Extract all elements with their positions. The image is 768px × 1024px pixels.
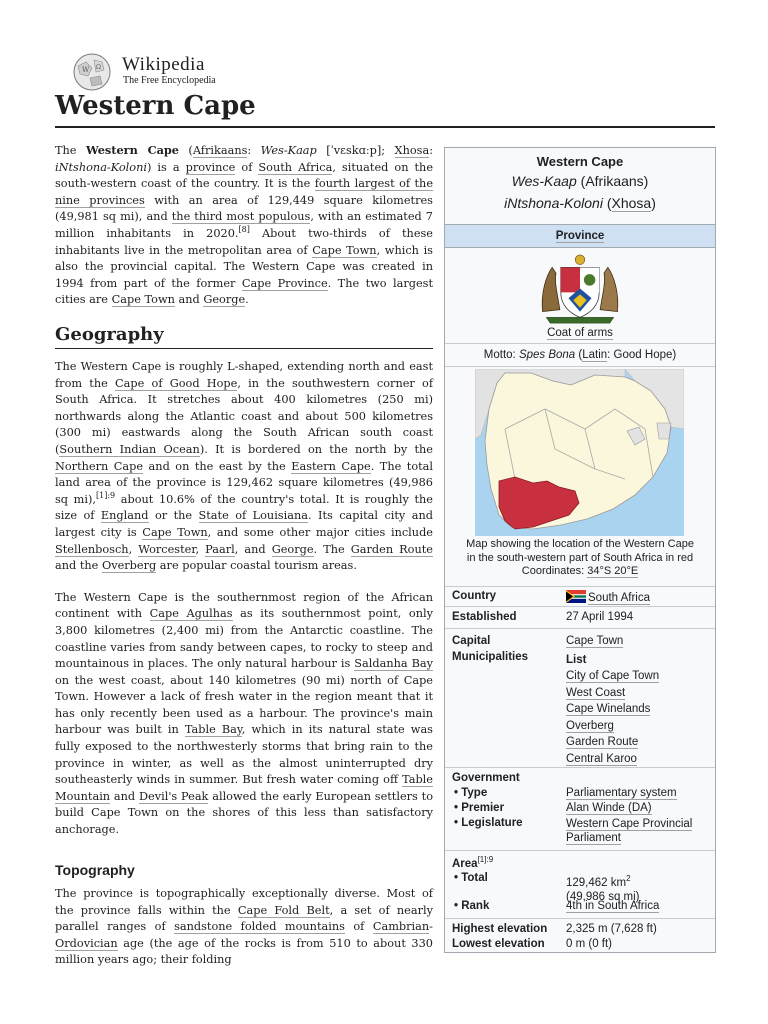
text: ( bbox=[602, 195, 612, 211]
text: of bbox=[344, 920, 373, 934]
row-capital bbox=[445, 629, 715, 768]
area-label: Area bbox=[452, 857, 478, 870]
link-george[interactable]: George bbox=[203, 293, 246, 307]
area-label-wrap bbox=[452, 855, 493, 870]
text: allowed the early European settlers to build Cape Town on the shores of this less than satisfactory anchorage. bbox=[55, 789, 433, 837]
text: ( bbox=[576, 173, 586, 189]
link-municipality-3[interactable]: Cape Winelands bbox=[566, 703, 651, 715]
lowest-elevation-label: Lowest elevation bbox=[452, 938, 545, 950]
coordinates bbox=[445, 565, 715, 579]
established-label: Established bbox=[452, 611, 517, 623]
row-country bbox=[445, 587, 715, 607]
coat-of-arms-caption-wrap bbox=[445, 327, 715, 339]
link-cambrian[interactable]: Cambrian bbox=[372, 920, 430, 934]
geography-paragraph-1 bbox=[55, 359, 433, 575]
premier-label: • Premier bbox=[454, 802, 505, 814]
text: about 10.6% of the country's total. It is roughly the size of bbox=[55, 492, 433, 523]
capital-label: Capital bbox=[452, 635, 491, 647]
map-caption-line-1: Map showing the location of the Western Cape bbox=[466, 538, 694, 550]
country-label: Country bbox=[452, 590, 497, 602]
motto-translation: : Good Hope) bbox=[607, 349, 677, 361]
svg-text:Ω: Ω bbox=[96, 64, 101, 71]
coordinates-label: Coordinates: bbox=[521, 565, 588, 577]
xhosa-name: iNtshona-Koloni bbox=[55, 160, 147, 174]
wikipedia-globe-icon bbox=[70, 52, 114, 92]
text: . The bbox=[313, 542, 351, 556]
link-premier[interactable]: Alan Winde (DA) bbox=[566, 802, 652, 814]
legislature-label: • Legislature bbox=[454, 817, 523, 829]
link-rank[interactable]: 4th in South Africa bbox=[566, 900, 660, 912]
link-afrikaans-ib[interactable]: Afrikaans bbox=[585, 173, 644, 189]
link-municipality-4[interactable]: Overberg bbox=[566, 719, 614, 732]
text: , a set of nearly parallel ranges of bbox=[55, 903, 433, 934]
coat-of-arms-block bbox=[445, 248, 715, 344]
link-south-africa-ib[interactable]: South Africa bbox=[588, 592, 651, 604]
link-overberg[interactable]: Overberg bbox=[101, 559, 157, 573]
link-latin[interactable]: Latin bbox=[582, 349, 608, 361]
page-title: Western Cape bbox=[55, 88, 715, 128]
list-toggle[interactable]: List bbox=[566, 653, 587, 666]
link-xhosa-ib[interactable]: Xhosa bbox=[611, 195, 652, 211]
motto-label: Motto: bbox=[483, 349, 519, 361]
link-south-africa[interactable]: South Africa bbox=[258, 160, 333, 174]
intro-paragraph bbox=[55, 142, 433, 309]
superscript: 2 bbox=[626, 874, 631, 883]
text: are popular coastal tourism areas. bbox=[156, 559, 357, 573]
text: . bbox=[245, 293, 249, 307]
link-sandstone-folded-mountains[interactable]: sandstone folded mountains bbox=[174, 920, 345, 934]
text: The province is topographically exceptionally diverse. Most of the province falls within the bbox=[55, 887, 433, 917]
link-legislature[interactable]: Western Cape Provincial Parliament bbox=[566, 818, 693, 844]
link-garden-route[interactable]: Garden Route bbox=[350, 542, 433, 556]
link-devils-peak[interactable]: Devil's Peak bbox=[138, 789, 209, 803]
text: and on the east by the bbox=[143, 459, 292, 473]
link-worcester[interactable]: Worcester bbox=[138, 542, 196, 556]
capital-value-block bbox=[566, 633, 710, 767]
text: The Western Cape is roughly L-shaped, extending north and east from the bbox=[55, 360, 433, 390]
text: : bbox=[247, 144, 261, 157]
link-cape-agulhas[interactable]: Cape Agulhas bbox=[149, 607, 233, 621]
text: About two-thirds of these inhabitants live in the metropolitan area of bbox=[55, 226, 433, 257]
established-value: 27 April 1994 bbox=[566, 611, 634, 623]
text: as its southernmost point, only 3,800 kilometres (2,400 mi) from the Antarctic coastline. The coastline varies from sandy between capes, to rocky to steep and mountainous in places. The only natural harbour is bbox=[55, 607, 433, 671]
wikipedia-tagline: The Free Encyclopedia bbox=[123, 75, 216, 86]
text: and bbox=[174, 293, 204, 307]
municipalities-label: Municipalities bbox=[452, 651, 529, 663]
infobox-band-province[interactable] bbox=[445, 224, 715, 248]
link-municipality-2[interactable]: West Coast bbox=[566, 686, 626, 699]
afrikaans-name: Wes-Kaap bbox=[260, 144, 317, 157]
citation-1[interactable]: [1]:9 bbox=[95, 490, 116, 500]
link-stellenbosch[interactable]: Stellenbosch bbox=[55, 542, 129, 556]
link-cape-fold-belt[interactable]: Cape Fold Belt bbox=[237, 903, 330, 917]
link-fourth-largest[interactable]: fourth largest of the nine provinces bbox=[55, 177, 433, 207]
text: or the bbox=[148, 509, 199, 523]
link-louisiana[interactable]: State of Louisiana bbox=[198, 509, 308, 523]
link-southern-indian-ocean[interactable]: Southern Indian Ocean bbox=[59, 442, 200, 456]
link-cape-town[interactable]: Cape Town bbox=[312, 243, 377, 257]
citation-8[interactable]: [8] bbox=[238, 225, 250, 235]
text: The Western Cape is the southernmost region of the African continent with bbox=[55, 590, 433, 621]
link-eastern-cape[interactable]: Eastern Cape bbox=[291, 459, 371, 473]
heading-geography: Geography bbox=[55, 324, 433, 349]
article-subject: Western Cape bbox=[85, 143, 179, 157]
link-municipality-5[interactable]: Garden Route bbox=[566, 736, 639, 748]
text: ( bbox=[575, 349, 583, 361]
text: , and bbox=[234, 542, 272, 556]
link-saldanha-bay[interactable]: Saldanha Bay bbox=[354, 657, 433, 671]
link-municipality-6[interactable]: Central Karoo bbox=[566, 752, 637, 765]
link-municipality-1[interactable]: City of Cape Town bbox=[566, 670, 660, 682]
svg-text:W: W bbox=[82, 66, 90, 74]
text: , with an estimated 7 million inhabitants in 2020. bbox=[55, 210, 433, 240]
link-third-most-populous[interactable]: the third most populous bbox=[171, 210, 311, 224]
link-george-geo[interactable]: George bbox=[271, 542, 314, 556]
map-caption-line-2: in the south-western part of South Africa in red bbox=[466, 551, 694, 564]
heading-topography: Topography bbox=[55, 862, 135, 878]
infobox-header bbox=[445, 148, 715, 224]
capital-label-block bbox=[452, 633, 528, 665]
link-cape-province[interactable]: Cape Province bbox=[241, 276, 328, 290]
south-africa-flag-icon bbox=[566, 590, 586, 603]
government-label: Government bbox=[452, 772, 520, 784]
text: on the west coast, about 140 kilometres (90 mi) north of Cape Town. However a lack of fresh water in the region meant that it has only recently been used as a harbour. The province's main harbour was built in bbox=[55, 673, 433, 737]
text: , bbox=[195, 542, 206, 556]
link-paarl[interactable]: Paarl bbox=[205, 542, 235, 556]
text: age (the age of the rocks is from 510 to about 330 million years ago; their folding bbox=[55, 936, 433, 967]
alt-name: Wes-Kaap bbox=[511, 173, 577, 189]
text: - bbox=[429, 920, 433, 934]
text: . Its capital city and largest city is bbox=[55, 509, 433, 539]
text: and bbox=[110, 789, 139, 803]
text: . The total land area of the province is 129,462 square kilometres (49,986 sq mi), bbox=[55, 459, 434, 506]
link-xhosa[interactable]: Xhosa bbox=[394, 144, 430, 157]
text: ) is a bbox=[146, 160, 186, 174]
text: ) bbox=[651, 195, 656, 211]
link-ordovician[interactable]: Ordovician bbox=[55, 936, 118, 950]
text: : bbox=[429, 144, 433, 157]
link-province[interactable]: province bbox=[185, 160, 236, 174]
row-area bbox=[445, 851, 715, 919]
band-label: Province bbox=[555, 230, 605, 242]
link-cape-town-ib[interactable]: Cape Town bbox=[566, 635, 624, 647]
text: ). It is bordered on the north by the bbox=[199, 442, 433, 456]
highest-elevation-value: 2,325 m (7,628 ft) bbox=[566, 923, 657, 935]
link-cape-town-geo[interactable]: Cape Town bbox=[142, 525, 208, 539]
link-table-bay[interactable]: Table Bay bbox=[184, 723, 242, 737]
link-afrikaans[interactable]: Afrikaans bbox=[192, 144, 248, 157]
link-coat-of-arms[interactable]: Coat of arms bbox=[547, 327, 613, 339]
geography-section bbox=[55, 359, 433, 839]
rank-label: • Rank bbox=[454, 900, 490, 912]
text: , which is also the provincial capital. The Western Cape was created in 1994 from part of the former bbox=[55, 243, 433, 290]
link-england[interactable]: England bbox=[100, 509, 149, 523]
alt-name: iNtshona-Koloni bbox=[504, 195, 603, 211]
motto-row bbox=[445, 344, 715, 367]
text: , which in its natural state was fully exposed to the northwesterly storms that bring rain to the province in winter, as well as the almost uninterrupted dry southeasterly winds in summer. But fresh water coming off bbox=[55, 723, 433, 787]
country-value bbox=[566, 590, 710, 604]
row-government bbox=[445, 768, 715, 851]
citation-area[interactable]: [1]:9 bbox=[477, 855, 494, 864]
link-coordinates[interactable]: 34°S 20°E bbox=[587, 565, 639, 577]
location-map[interactable] bbox=[475, 369, 684, 536]
infobox-alt-name-2 bbox=[445, 192, 715, 214]
text: ) bbox=[643, 173, 649, 189]
location-map-block bbox=[445, 367, 715, 587]
link-parliamentary-system[interactable]: Parliamentary system bbox=[566, 787, 677, 799]
wikipedia-logo[interactable] bbox=[70, 52, 230, 92]
text: , in the southwestern corner of South Africa. It stretches about 400 kilometres (250 mi) northwards along the Atlantic coast and about 500 kilometres (300 mi) eastwards along the South African south coast ( bbox=[55, 376, 433, 456]
infobox-title: Western Cape bbox=[536, 154, 624, 169]
highest-elevation-label: Highest elevation bbox=[452, 923, 548, 935]
type-label: • Type bbox=[454, 787, 488, 799]
total-label: • Total bbox=[454, 872, 488, 884]
text: The bbox=[55, 144, 86, 157]
link-cape-town-2[interactable]: Cape Town bbox=[111, 293, 175, 307]
text: of bbox=[235, 160, 259, 174]
geography-paragraph-2 bbox=[55, 590, 433, 839]
row-established bbox=[445, 607, 715, 629]
text: , situated on the south-western coast of the country. It is the bbox=[55, 160, 433, 191]
topography-section bbox=[55, 886, 433, 969]
link-northern-cape[interactable]: Northern Cape bbox=[55, 459, 144, 473]
coat-of-arms-icon[interactable] bbox=[535, 254, 625, 326]
text: ( bbox=[179, 144, 193, 157]
text: and the bbox=[55, 559, 102, 573]
text: with an area of 129,449 square kilometres (49,981 sq mi), and bbox=[55, 193, 433, 224]
wikipedia-wordmark: Wikipedia bbox=[122, 54, 205, 75]
intro-section bbox=[55, 142, 433, 309]
motto-value: Spes Bona bbox=[518, 349, 576, 361]
link-cape-of-good-hope[interactable]: Cape of Good Hope bbox=[115, 376, 238, 390]
text: . The two largest cities are bbox=[55, 276, 433, 307]
row-elevation bbox=[445, 919, 715, 959]
text: , bbox=[128, 542, 139, 556]
total-sqmi: (49,986 sq mi) bbox=[566, 890, 640, 903]
infobox bbox=[444, 147, 716, 953]
link-table-mountain[interactable]: Table Mountain bbox=[55, 773, 433, 803]
ipa-text: [ˈvɛskɑːp]; bbox=[316, 144, 395, 157]
map-caption bbox=[445, 538, 715, 579]
lowest-elevation-value: 0 m (0 ft) bbox=[566, 938, 613, 950]
total-km: 129,462 km bbox=[566, 876, 627, 889]
infobox-alt-name-1 bbox=[445, 170, 715, 192]
topography-paragraph bbox=[55, 886, 433, 969]
text: , and some other major cities include bbox=[207, 525, 433, 539]
